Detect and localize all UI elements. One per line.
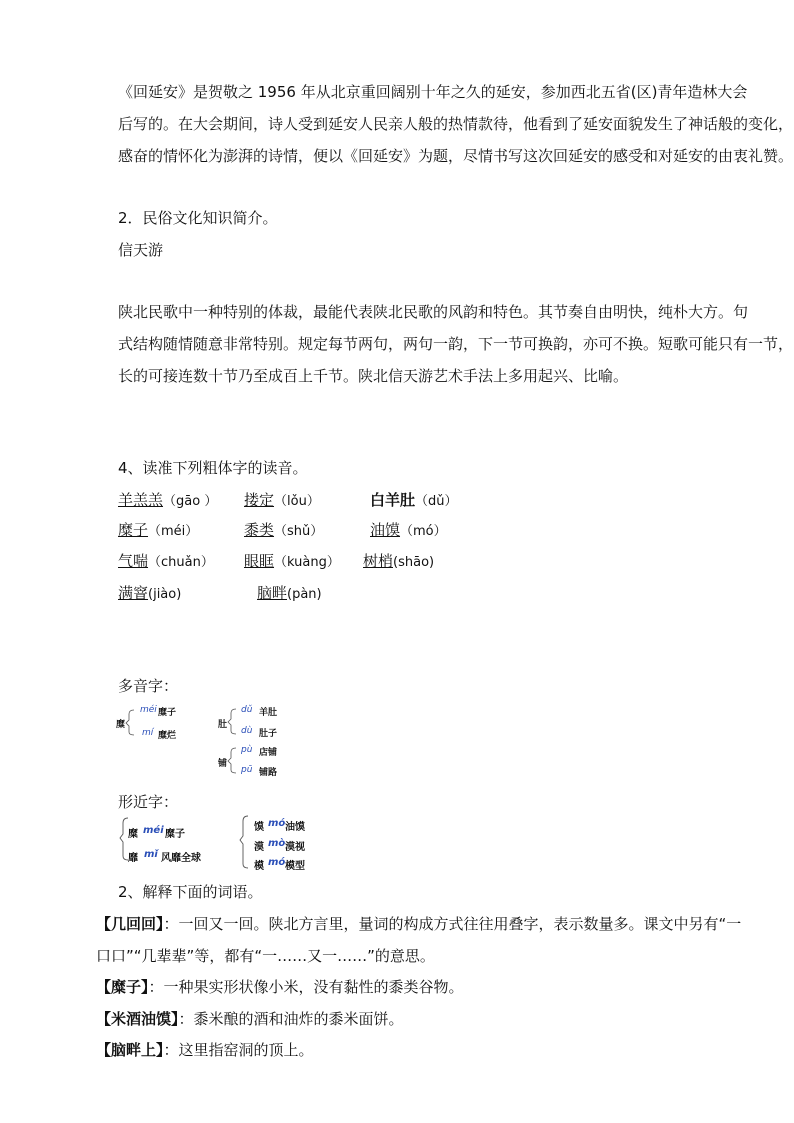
similar-char: 模 (254, 861, 264, 872)
polyphone-word: 店铺 (259, 748, 278, 758)
reading-pinyin: （gāo ） (163, 494, 218, 509)
explain-heading: 2、解释下面的词语。 (118, 883, 263, 901)
polyphone-char: 糜 (116, 720, 126, 730)
reading-word: 白羊肚 (370, 491, 416, 509)
reading-item (370, 520, 447, 542)
intro-line: 《回延安》是贺敬之 1956 年从北京重回阔别十年之久的延安，参加西北五省(区)青年造林大会 (118, 83, 748, 101)
section2-line: 式结构随情随意非常特别。规定每节两句，两句一韵，下一节可换韵，亦可不换。短歌可能只有一节， (118, 335, 794, 353)
polyphone-label: 多音字： (118, 677, 179, 695)
similar-char: 糜 (128, 829, 138, 840)
section2-subheading: 信天游 (118, 241, 164, 259)
reading-item (257, 583, 322, 605)
polyphone-pinyin: méi (140, 705, 157, 715)
section2-line: 长的可接连数十节乃至成百上千节。陕北信天游艺术手法上多用起兴、比喻。 (118, 367, 629, 385)
polyphone-pinyin: dù (241, 726, 253, 736)
explain-item (96, 1040, 314, 1060)
section2-heading: 2．民俗文化知识简介。 (118, 209, 278, 227)
polyphone-word: 铺路 (259, 768, 278, 778)
reading-word: 油馍 (370, 521, 401, 539)
reading-item (363, 551, 434, 573)
similar-word: 风靡全球 (161, 853, 201, 864)
polyphone-word: 肚子 (259, 729, 278, 739)
similar-char: 馍 (254, 822, 264, 833)
reading-item (370, 490, 458, 512)
explain-item (96, 1009, 404, 1029)
reading-word: 搂定 (244, 491, 275, 509)
reading-pinyin: （kuàng） (274, 555, 340, 570)
explain-text: 口口”“几辈辈”等，都有“一……又一……”的意思。 (96, 947, 435, 965)
explain-text: ：黍米酿的酒和油炸的黍米面饼。 (178, 1010, 404, 1028)
reading-word: 脑畔 (257, 584, 288, 602)
explain-term: 【糜子】 (96, 978, 149, 996)
explain-term: 【脑畔上】 (96, 1041, 164, 1059)
explain-text: ：一回又一回。陕北方言里，量词的构成方式往往用叠字，表示数量多。课文中另有“一 (163, 915, 742, 933)
polyphone-word: 糜子 (158, 708, 177, 718)
polyphone-pinyin: mí (142, 728, 154, 738)
explain-text: ：这里指窑洞的顶上。 (163, 1041, 314, 1059)
polyphone-char: 肚 (218, 720, 228, 730)
intro-line: 后写的。在大会期间，诗人受到延安人民亲人般的热情款待，他看到了延安面貌发生了神话般的变化， (118, 115, 794, 133)
similar-label: 形近字： (118, 793, 179, 811)
similar-word: 油馍 (285, 822, 305, 833)
reading-item (118, 490, 217, 512)
polyphone-pinyin: pù (241, 745, 253, 755)
explain-term: 【几回回】 (96, 915, 164, 933)
similar-word: 模型 (285, 861, 305, 872)
similar-pinyin: mǐ (144, 849, 158, 860)
reading-word: 羊羔羔 (118, 491, 164, 509)
polyphone-diagram (116, 702, 296, 780)
reading-word: 满窨 (118, 584, 149, 602)
polyphone-pinyin: dǔ (241, 705, 253, 715)
similar-pinyin: méi (143, 825, 164, 836)
reading-pinyin: （mó） (400, 524, 447, 539)
reading-pinyin: (jiào) (148, 587, 182, 602)
polyphone-word: 羊肚 (259, 708, 278, 718)
intro-line: 感奋的情怀化为澎湃的诗情，便以《回延安》为题，尽情书写这次回延安的感受和对延安的由衷礼赞。 (118, 147, 794, 165)
similar-pinyin: mó (268, 818, 286, 829)
reading-word: 气喘 (118, 552, 149, 570)
reading-pinyin: (pàn) (287, 587, 322, 602)
similar-char: 靡 (128, 853, 138, 864)
reading-pinyin: （lǒu） (274, 494, 320, 509)
similar-pinyin: mó (268, 857, 286, 868)
reading-word: 黍类 (244, 521, 275, 539)
reading-word: 树梢 (363, 552, 394, 570)
reading-item (118, 551, 214, 573)
explain-text: ：一种果实形状像小米，没有黏性的黍类谷物。 (148, 978, 464, 996)
reading-item (118, 583, 181, 605)
reading-pinyin: （dǔ） (415, 494, 458, 509)
reading-pinyin: （shǔ） (274, 524, 324, 539)
similar-word: 漠视 (285, 842, 305, 853)
polyphone-word: 糜烂 (158, 731, 177, 741)
similar-diagram (116, 814, 316, 874)
polyphone-pinyin: pū (241, 765, 253, 775)
reading-pinyin: (shāo) (393, 555, 435, 570)
explain-term: 【米酒油馍】 (96, 1010, 179, 1028)
explain-item (96, 946, 435, 966)
reading-item (244, 490, 320, 512)
similar-pinyin: mò (268, 838, 286, 849)
explain-item (96, 977, 464, 997)
similar-char: 漠 (254, 842, 264, 853)
section2-line: 陕北民歌中一种特别的体裁，最能代表陕北民歌的风韵和特色。其节奏自由明快，纯朴大方。句 (118, 303, 749, 321)
similar-word: 糜子 (165, 829, 185, 840)
section4-heading: 4、读准下列粗体字的读音。 (118, 459, 308, 477)
reading-pinyin: （méi） (148, 524, 199, 539)
explain-item (96, 914, 741, 934)
reading-item (244, 551, 340, 573)
reading-pinyin: （chuǎn） (148, 555, 214, 570)
reading-word: 糜子 (118, 521, 149, 539)
reading-item (244, 520, 323, 542)
reading-word: 眼眶 (244, 552, 275, 570)
reading-item (118, 520, 198, 542)
polyphone-char: 铺 (218, 759, 228, 769)
